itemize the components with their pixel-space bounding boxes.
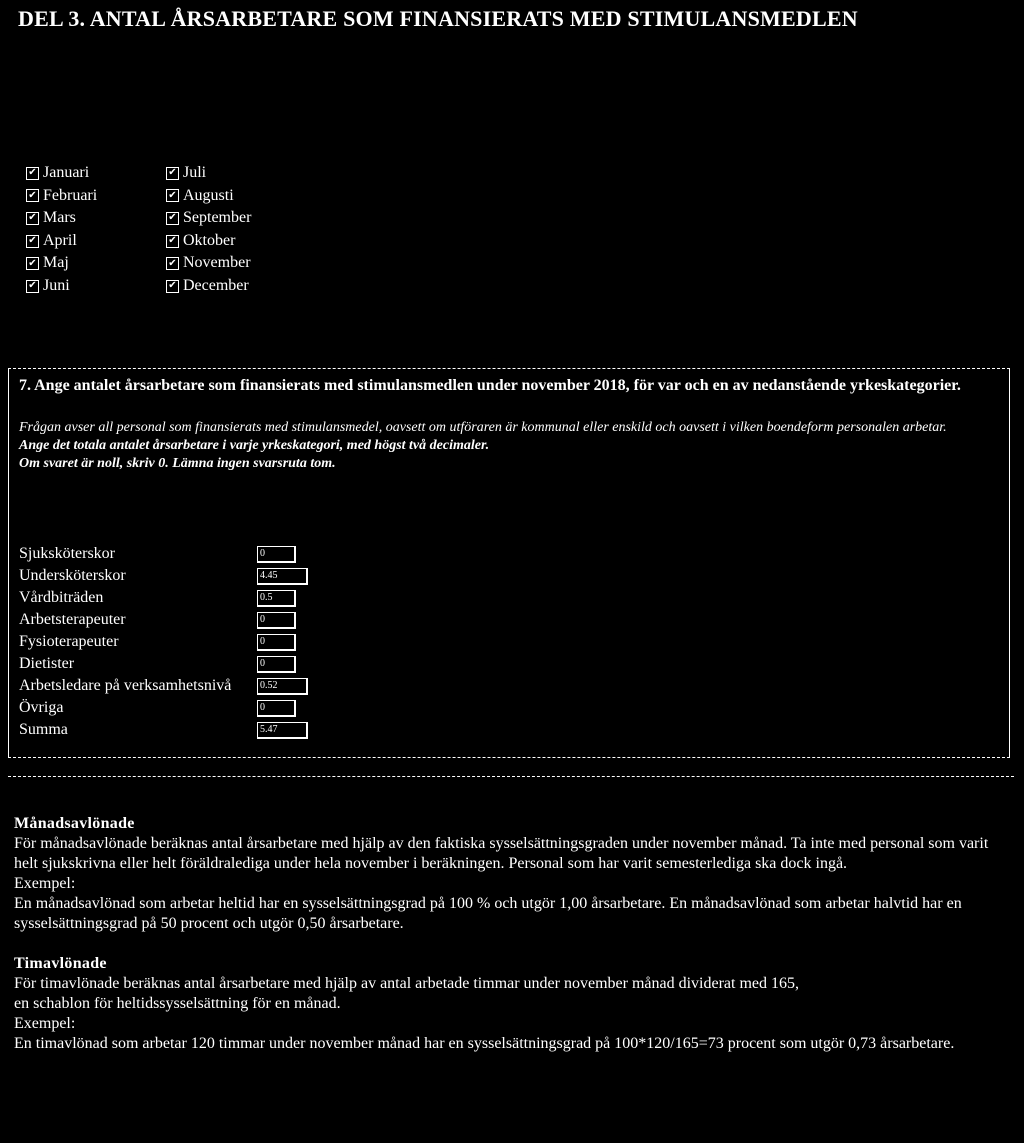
month-label: Oktober [183, 231, 236, 249]
explanation-section [14, 814, 1004, 1054]
row-label: Fysioterapeuter [19, 633, 119, 650]
row-label: Vårdbiträden [19, 589, 104, 606]
instruction-scope: Frågan avser all personal som finansierats med stimulansmedel, oavsett om utföraren är kommunal eller enskild och oavsett i vilken boendeform personalen arbetar. [19, 420, 947, 435]
monthly-example-label: Exempel: [14, 875, 76, 892]
checkbox-checked-icon[interactable] [166, 257, 179, 270]
hourly-text-1: För timavlönade beräknas antal årsarbetare med hjälp av antal arbetade timmar under november månad dividerat med 165, [14, 975, 800, 992]
arbetsledare-input[interactable]: 0.52 [257, 678, 308, 695]
row-label: Summa [19, 721, 68, 738]
row-ovriga [19, 697, 308, 719]
row-label: Dietister [19, 655, 75, 672]
vardbitraden-input[interactable]: 0.5 [257, 590, 296, 607]
fysioterapeuter-input[interactable]: 0 [257, 634, 296, 651]
arbetsterapeuter-input[interactable]: 0 [257, 612, 296, 629]
ovriga-input[interactable]: 0 [257, 700, 296, 717]
month-label: Maj [43, 254, 69, 272]
month-label: April [43, 231, 77, 249]
row-dietister [19, 653, 308, 675]
monthly-heading: Månadsavlönade [14, 815, 135, 832]
question-instructions [19, 419, 1004, 473]
dietister-input[interactable]: 0 [257, 656, 296, 673]
month-november[interactable] [166, 252, 251, 275]
hourly-example: En timavlönad som arbetar 120 timmar under november månad har en sysselsättningsgrad på 100*120/165=73 procent som utgör 0,73 årsarbetare. [14, 1035, 955, 1052]
month-juli[interactable] [166, 162, 251, 185]
category-rows [19, 543, 308, 741]
row-arbetsledare [19, 675, 308, 697]
row-label: Arbetsledare på verksamhetsnivå [19, 677, 232, 694]
months-column-2 [166, 162, 251, 298]
checkbox-checked-icon[interactable] [166, 280, 179, 293]
month-januari[interactable] [26, 162, 97, 185]
checkbox-checked-icon[interactable] [26, 167, 39, 180]
question-7-box [8, 368, 1010, 758]
month-label: Mars [43, 209, 76, 227]
checkbox-checked-icon[interactable] [26, 189, 39, 202]
row-label: Övriga [19, 699, 64, 716]
month-september[interactable] [166, 207, 251, 230]
month-label: September [183, 209, 252, 227]
row-sjukskoterskor [19, 543, 308, 565]
row-label: Arbetsterapeuter [19, 611, 126, 628]
row-vardbitraden [19, 587, 308, 609]
instruction-decimals: Ange det totala antalet årsarbetare i varje yrkeskategori, med högst två decimaler. [19, 438, 490, 453]
question-heading: 7. Ange antalet årsarbetare som finansierats med stimulansmedlen under november 2018, för var och en av nedanstående yrkeskategorier. [19, 377, 961, 394]
monthly-text: För månadsavlönade beräknas antal årsarbetare med hjälp av den faktiska sysselsättningsgraden under november månad. Ta inte med personal som varit helt sjukskrivna eller helt föräldralediga under hela november i beräkningen. Personal som har varit semesterlediga ska dock ingå. [14, 835, 989, 872]
month-juni[interactable] [26, 275, 97, 298]
month-label: Februari [43, 186, 98, 204]
month-april[interactable] [26, 230, 97, 253]
hourly-text-2: en schablon för heltidssysselsättning för en månad. [14, 995, 341, 1012]
row-summa [19, 719, 308, 741]
summa-input[interactable]: 5.47 [257, 722, 308, 739]
checkbox-checked-icon[interactable] [26, 212, 39, 225]
row-label: Sjuksköterskor [19, 545, 115, 562]
checkbox-checked-icon[interactable] [26, 257, 39, 270]
month-label: November [183, 254, 251, 272]
row-label: Undersköterskor [19, 567, 126, 584]
checkbox-checked-icon[interactable] [166, 212, 179, 225]
hourly-heading: Timavlönade [14, 955, 107, 972]
month-label: Juni [43, 276, 70, 294]
month-mars[interactable] [26, 207, 97, 230]
hourly-example-label: Exempel: [14, 1015, 76, 1032]
month-augusti[interactable] [166, 185, 251, 208]
month-label: Juli [183, 164, 207, 181]
sjukskoterskor-input[interactable]: 0 [257, 546, 296, 563]
page-title: DEL 3. ANTAL ÅRSARBETARE SOM FINANSIERATS MED STIMULANSMEDLEN [18, 6, 858, 31]
row-arbetsterapeuter [19, 609, 308, 631]
checkbox-checked-icon[interactable] [26, 280, 39, 293]
section-divider [8, 776, 1014, 777]
month-label: Januari [43, 164, 90, 181]
checkbox-checked-icon[interactable] [26, 235, 39, 248]
month-december[interactable] [166, 275, 251, 298]
month-maj[interactable] [26, 252, 97, 275]
month-februari[interactable] [26, 185, 97, 208]
underskoterskor-input[interactable]: 4.45 [257, 568, 308, 585]
checkbox-checked-icon[interactable] [166, 167, 179, 180]
monthly-example: En månadsavlönad som arbetar heltid har en sysselsättningsgrad på 100 % och utgör 1,00 årsarbetare. En månadsavlönad som arbetar halvtid har en sysselsättningsgrad på 50 procent och utgör 0,50 årsarbetare. [14, 895, 962, 932]
month-oktober[interactable] [166, 230, 251, 253]
month-label: December [183, 276, 249, 294]
instruction-zero: Om svaret är noll, skriv 0. Lämna ingen svarsruta tom. [19, 456, 336, 471]
month-label: Augusti [183, 186, 234, 204]
row-fysioterapeuter [19, 631, 308, 653]
checkbox-checked-icon[interactable] [166, 189, 179, 202]
months-column-1 [26, 162, 97, 298]
row-underskoterskor [19, 565, 308, 587]
checkbox-checked-icon[interactable] [166, 235, 179, 248]
